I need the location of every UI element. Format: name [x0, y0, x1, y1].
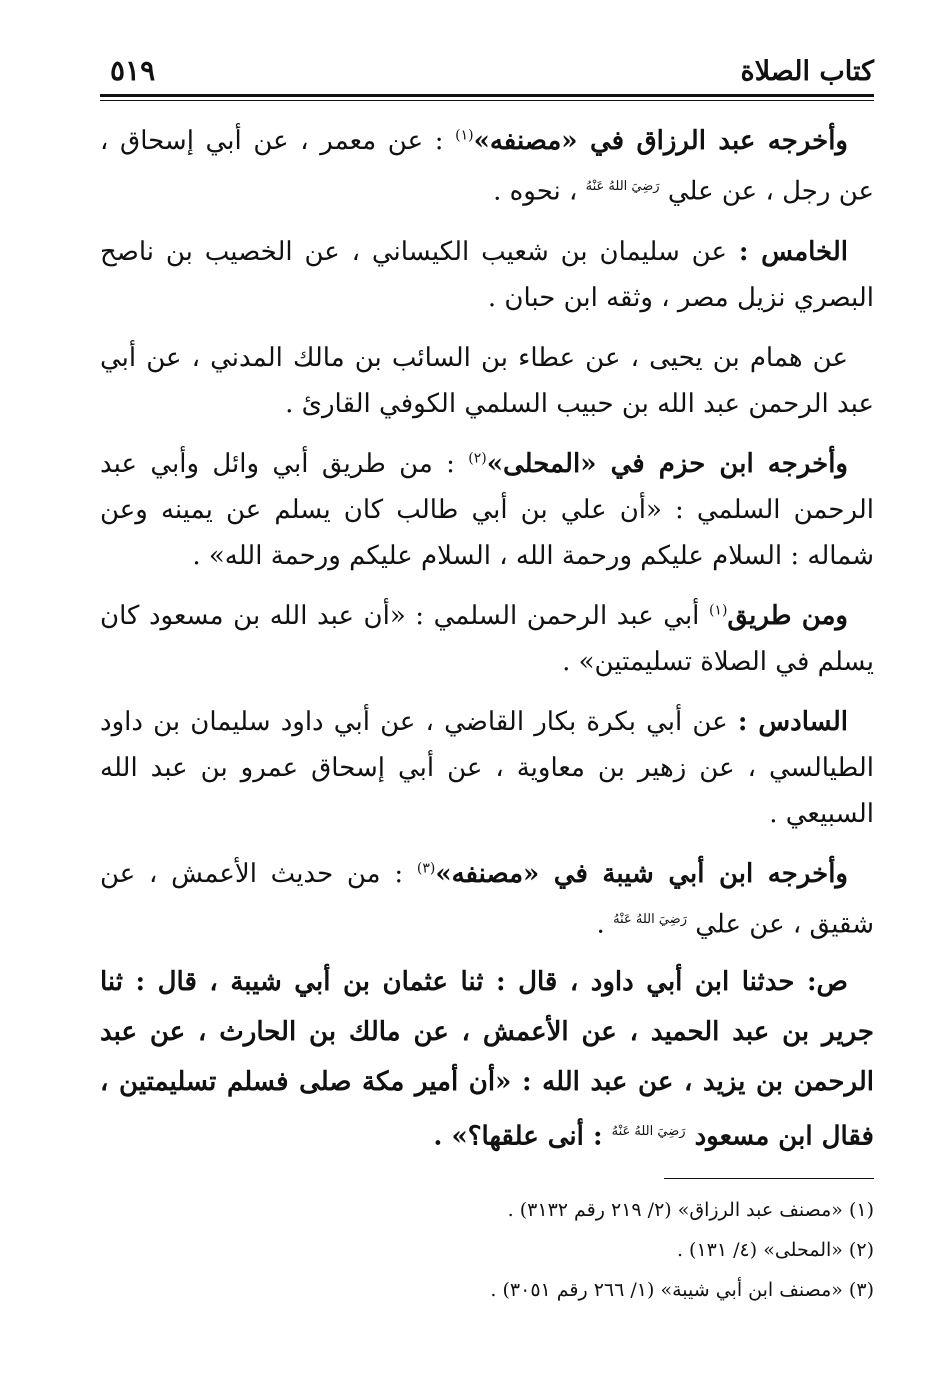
hadith-text — [100, 957, 874, 1162]
footnote-marker: (٢) — [468, 450, 487, 466]
paragraph-lead: وأخرجه عبد الرزاق في «مصنفه» — [473, 126, 848, 156]
paragraph-text: عن سليمان بن شعيب الكيساني ، عن الخصيب بن ناصح البصري نزيل مصر ، وثقه ابن حبان . — [100, 236, 874, 313]
paragraph-tail: ، نحوه . — [493, 176, 586, 207]
footnotes — [100, 1190, 874, 1310]
paragraph-lead: ومن طريق — [727, 600, 848, 631]
paragraph — [100, 441, 874, 579]
paragraph — [100, 851, 874, 948]
paragraph-text: أبي عبد الرحمن السلمي : «أن عبد الله بن مسعود كان يسلم في الصلاة تسليمتين» . — [100, 600, 874, 677]
page-header — [100, 48, 874, 98]
paragraph — [100, 118, 874, 215]
paragraph — [100, 229, 874, 321]
paragraph-lead: وأخرجه ابن أبي شيبة في «مصنفه» — [435, 858, 848, 889]
header-rule-thin — [100, 100, 874, 101]
paragraph-tail: . — [596, 909, 614, 940]
running-title: كتاب الصلاة — [740, 56, 874, 87]
paragraph-lead: الخامس : — [738, 236, 848, 267]
header-rule — [100, 94, 874, 97]
hadith-tail: : أنى علقها؟» . — [433, 1121, 612, 1152]
paragraph-text: عن همام بن يحيى ، عن عطاء بن السائب بن مالك المدني ، عن أبي عبد الرحمن عبد الله بن حبيب السلمي الكوفي القارئ . — [100, 342, 874, 419]
footnote-marker: (٣) — [416, 860, 436, 876]
paragraph-text: : عن معمر ، عن أبي إسحاق ، عن رجل ، عن علي — [100, 126, 874, 207]
footnote-marker: (١) — [708, 602, 728, 618]
footnote: (٣) «مصنف ابن أبي شيبة» (١/ ٢٦٦ رقم ٣٠٥١) . — [490, 1279, 874, 1301]
page-number: ٥١٩ — [110, 54, 156, 87]
honorific-glyph: رَضِيَ اللهُ عَنْهُ — [585, 179, 660, 194]
footnote: (٢) «المحلى» (٤/ ١٣١) . — [676, 1239, 874, 1261]
paragraph-lead: وأخرجه ابن حزم في «المحلى» — [486, 448, 848, 479]
footnote: (١) «مصنف عبد الرزاق» (٢/ ٢١٩ رقم ٣١٣٢) . — [507, 1199, 874, 1221]
hadith-body: ص: حدثنا ابن أبي داود ، قال : ثنا عثمان بن أبي شيبة ، قال : ثنا جرير بن عبد الحميد ، عن الأعمش ، عن مالك بن الحارث ، عن عبد الرحمن بن يزيد ، عن عبد الله : «أن أمير مكة صلى فسلم تسليمتين ، فقال ابن مسعود — [100, 967, 874, 1152]
paragraph — [100, 335, 874, 427]
paragraph — [100, 593, 874, 685]
footnote-separator — [664, 1178, 874, 1179]
main-text — [100, 118, 874, 1176]
paragraph-text: عن أبي بكرة بكار القاضي ، عن أبي داود سليمان بن داود الطيالسي ، عن زهير بن معاوية ، عن أبي إسحاق عمرو بن عبد الله السبيعي . — [100, 706, 874, 829]
honorific-glyph: رَضِيَ اللهُ عَنْهُ — [611, 1124, 686, 1140]
footnote-marker: (١) — [455, 127, 474, 144]
paragraph-text: : من حديث الأعمش ، عن شقيق ، عن علي — [100, 858, 874, 940]
honorific-glyph: رَضِيَ اللهُ عَنْهُ — [613, 911, 687, 927]
paragraph-text: : من طريق أبي وائل وأبي عبد الرحمن السلمي : «أن علي بن أبي طالب كان يسلم عن يمينه وعن شماله : السلام عليكم ورحمة الله ، السلام عليكم ورحمة الله» . — [100, 448, 874, 571]
paragraph — [100, 699, 874, 837]
paragraph-lead: السادس : — [737, 706, 848, 737]
